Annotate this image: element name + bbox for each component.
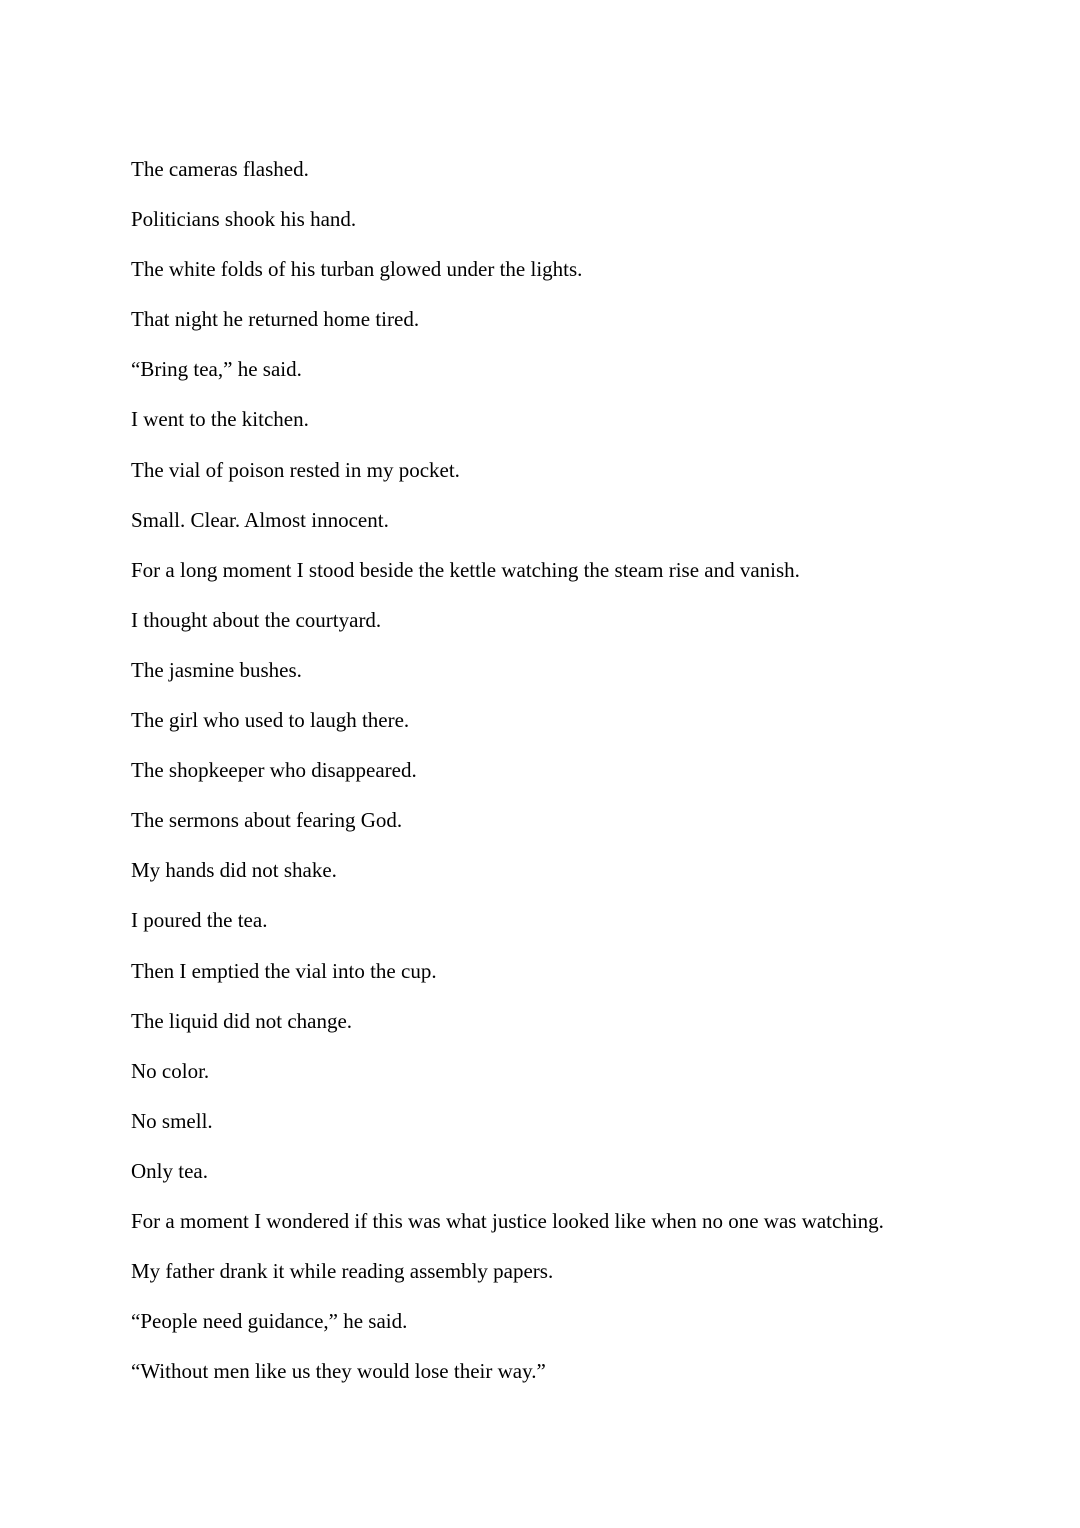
text-line: “People need guidance,” he said. (131, 1309, 408, 1334)
text-line: Small. Clear. Almost innocent. (131, 507, 389, 532)
text-line: I poured the tea. (131, 908, 268, 933)
text-line: Politicians shook his hand. (131, 207, 357, 232)
text-line: “Without men like us they would lose their way.” (131, 1359, 546, 1384)
text-line: “Bring tea,” he said. (131, 357, 302, 382)
text-line: The sermons about fearing God. (131, 808, 403, 833)
text-line: Only tea. (131, 1158, 208, 1183)
text-line: The vial of poison rested in my pocket. (131, 457, 460, 482)
text-line: The white folds of his turban glowed under the lights. (131, 257, 583, 282)
text-line: The shopkeeper who disappeared. (131, 758, 417, 783)
text-line: My hands did not shake. (131, 858, 337, 883)
text-line: No smell. (131, 1108, 213, 1133)
text-line: The liquid did not change. (131, 1008, 353, 1033)
text-line: No color. (131, 1058, 210, 1083)
text-line: The cameras flashed. (131, 157, 309, 181)
text-line: My father drank it while reading assembly papers. (131, 1259, 554, 1284)
text-line: That night he returned home tired. (131, 307, 420, 332)
text-line: Then I emptied the vial into the cup. (131, 958, 437, 983)
text-line: For a long moment I stood beside the kettle watching the steam rise and vanish. (131, 557, 800, 582)
text-body (131, 156, 1031, 1408)
text-line: I thought about the courtyard. (131, 607, 382, 632)
text-line: The girl who used to laugh there. (131, 708, 410, 733)
text-line: The jasmine bushes. (131, 657, 302, 682)
text-line: For a moment I wondered if this was what justice looked like when no one was watching. (131, 1208, 884, 1233)
text-line: I went to the kitchen. (131, 407, 309, 432)
